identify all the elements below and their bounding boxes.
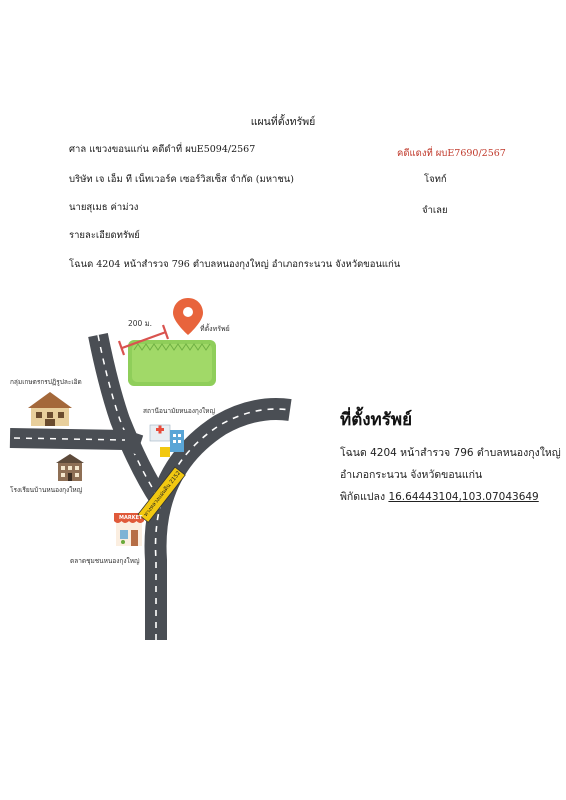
pin-label: ที่ตั้งทรัพย์: [200, 325, 230, 333]
plaintiff-role: โจทก์: [424, 174, 447, 185]
coordinates-label: พิกัดแปลง: [340, 491, 386, 503]
coordinates-link[interactable]: 16.64443104,103.07043649: [388, 491, 539, 503]
page-title: แผนที่ตั้งทรัพย์: [250, 116, 316, 128]
market-sign-label: MARKET: [119, 515, 143, 521]
school-icon: [56, 454, 84, 481]
highway-sign-label: ทางหลวงแผ่นดิน 2152: [143, 470, 183, 519]
location-line-2: อำเภอกระนวน จังหวัดขอนแก่น: [340, 469, 483, 481]
farmers-group-icon: [28, 392, 72, 426]
defendant-role: จำเลย: [422, 205, 448, 216]
location-heading: ที่ตั้งทรัพย์: [340, 410, 413, 430]
plaintiff-name: บริษัท เจ เอ็ม ที เน็ทเวอร์ค เซอร์วิสเซ็ส จำกัด (มหาชน): [69, 174, 294, 185]
landmark-farmers-label: กลุ่มเกษตรกรปฏิรูปละเอิด: [10, 378, 82, 386]
distance-label: 200 ม.: [128, 319, 153, 328]
coordinates-row: [340, 488, 539, 505]
landmark-health-label: สถานีอนามัยหนองกุงใหญ่: [143, 407, 215, 415]
landmark-market-label: ตลาดชุมชนหนองกุงใหญ่: [70, 557, 140, 565]
details-label: รายละเอียดทรัพย์: [69, 230, 140, 241]
red-case-number: คดีแดงที่ ผบE7690/2567: [397, 148, 506, 159]
court-case-line: ศาล แขวงขอนแก่น คดีดำที่ ผบE5094/2567: [69, 144, 256, 155]
property-description: โฉนด 4204 หน้าสำรวจ 796 ตำบลหนองกุงใหญ่ อำเภอกระนวน จังหวัดขอนแก่น: [69, 259, 401, 270]
defendant-name: นายสุเมธ ค่าม่วง: [69, 202, 139, 213]
map-pin-icon: [173, 298, 203, 335]
location-line-1: โฉนด 4204 หน้าสำรวจ 796 ตำบลหนองกุงใหญ่: [340, 447, 561, 459]
landmark-school-label: โรงเรียนบ้านหนองกุงใหญ่: [10, 486, 83, 494]
